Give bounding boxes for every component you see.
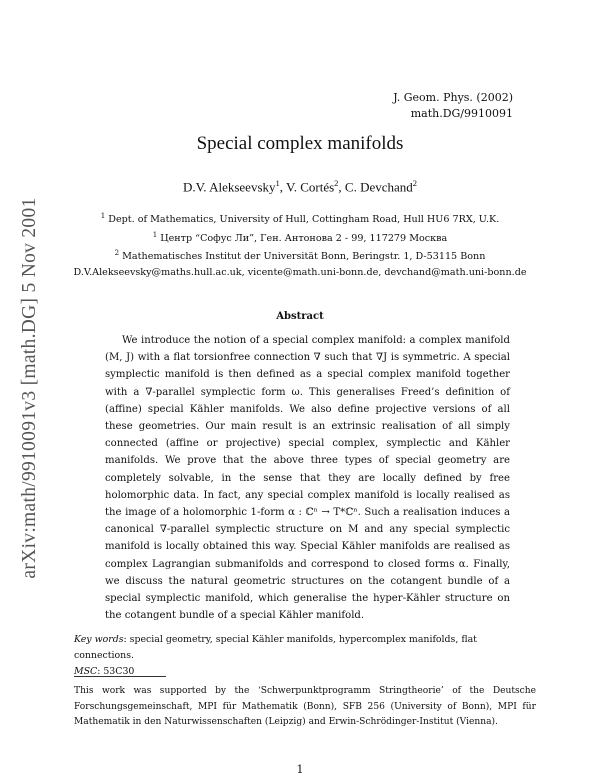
journal-citation: J. Geom. Phys. (2002) [393,91,513,104]
keywords-text: : special geometry, special Kähler manifolds, hypercomplex manifolds, flat connections. [74,634,477,661]
affiliation-bonn [0,249,600,262]
affiliation-text: Dept. of Mathematics, University of Hull, Cottingham Road, Hull HU6 7RX, U.K. [105,214,500,226]
author-list [0,178,600,195]
funding-footnote: This work was supported by the ‘Schwerpunktprogramm Stringtheorie’ of the Deutsche Forschungsgemeinschaft, MPI für Mathematik (Bonn), SFB 256 (University of Bonn), MPI für Mathematik in den Naturwissenschaften (Leipzig) and Erwin-Schrödinger-Institut (Vienna). [74,686,536,727]
author-separator: , [338,179,345,195]
affiliation-mark: 1 [275,178,280,188]
author-name: V. Cortés [286,179,335,195]
paper-title: Special complex manifolds [196,133,404,154]
msc-text: : 53C30 [97,666,135,677]
author-separator: , [279,179,287,195]
keywords-line [74,632,534,664]
affiliation-mark: 2 [334,178,339,188]
keywords-label: Key words [74,634,124,645]
abstract-heading: Abstract [276,311,324,322]
arxiv-number: math.DG/9910091 [410,107,513,120]
author-name: C. Devchand [344,179,413,195]
keywords-block [74,632,534,680]
affiliation-hull [0,212,600,225]
affiliation-text: Mathematisches Institut der Universität Bonn, Beringstr. 1, D-53115 Bonn [119,251,486,263]
affiliation-text: Центр “Софус Ли”, Ген. Антонова 2 - 99, 117279 Москва [157,233,448,245]
affiliation-mark: 1 [100,212,106,220]
abstract-body: We introduce the notion of a special complex manifold: a complex manifold (M, J) with a flat torsionfree connection ∇ such that ∇J is symmetric. A special symplectic manifold is then defined as a special complex manifold together with a ∇-parallel symplectic form ω. This generalises Freed’s definition of (affine) special Kähler manifolds. We also define projective versions of all these geometries. Our main result is an extrinsic realisation of all simply connected (affine or projective) special complex, symplectic and Kähler manifolds. We prove that the above three types of special geometry are completely solvable, in the sense that they are locally defined by free holomorphic data. In fact, any special complex manifold is locally realised as the image of a holomorphic 1-form α : ℂⁿ → T*ℂⁿ. Such a realisation induces a canonical ∇-parallel symplectic structure on M and any special symplectic manifold is locally obtained this way. Special Kähler manifolds are realised as complex Lagrangian submanifolds and correspond to closed forms α. Finally, we discuss the natural geometric structures on the cotangent bundle of a special symplectic manifold, which generalise the hyper-Kähler structure on the cotangent bundle of a special Kähler manifold. [105,335,510,622]
author-emails: D.V.Alekseevsky@maths.hull.ac.uk, vicente@math.uni-bonn.de, devchand@math.uni-bonn.de [73,267,527,278]
journal-reference [393,90,513,122]
msc-label: MSC [74,666,98,677]
affiliation-moscow [0,231,600,244]
page-number: 1 [296,763,304,776]
affiliation-mark: 2 [412,178,418,188]
affiliation-mark: 1 [152,231,158,239]
arxiv-identifier-stamp: arXiv:math/9910091v3 [math.DG] 5 Nov 2001 [19,197,40,579]
author-name: D.V. Alekseevsky [182,179,276,195]
footnote-divider [74,676,166,677]
msc-line [74,664,534,680]
affiliation-mark: 2 [114,249,120,257]
